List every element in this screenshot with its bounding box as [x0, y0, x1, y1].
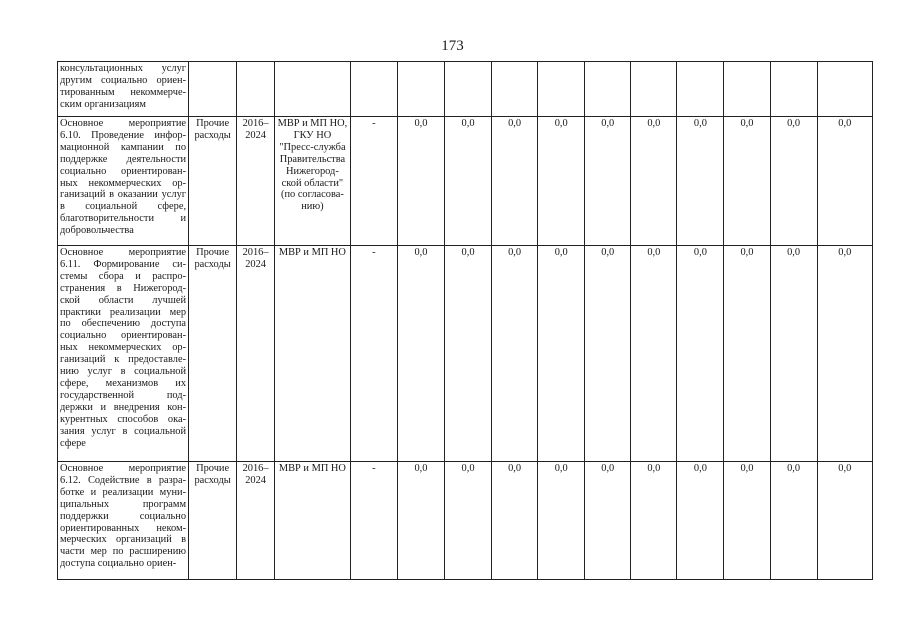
mark-cell	[350, 62, 397, 117]
executor-cell: МВР и МП НО, ГКУ НО "Пресс-служба Правительства Нижегород-ской области" (по согласова-нию)	[275, 117, 351, 246]
value-cell: 0,0	[492, 117, 538, 246]
value-cell: 0,0	[585, 462, 631, 580]
expense-type-cell: Прочие расходы	[189, 246, 237, 462]
activity-description: Основное мероприятие 6.10. Проведение инфор-мационной кампании по поддержке деятельности социально ориентирован-ных некоммерческих ор-ганизаций в оказании услуг в социальной сфере, благотворительности и добровольчества	[58, 117, 189, 246]
activity-description: консультационных услуг другим социально ориен-тированным некоммерче-ским организациям	[58, 62, 189, 117]
value-cell: 0,0	[538, 462, 585, 580]
value-cell	[397, 62, 444, 117]
period-cell: 2016–2024	[237, 462, 275, 580]
value-cell	[817, 62, 872, 117]
expense-type-cell: Прочие расходы	[189, 462, 237, 580]
period-cell: 2016–2024	[237, 246, 275, 462]
value-cell: 0,0	[444, 462, 491, 580]
value-cell: 0,0	[492, 246, 538, 462]
activity-description: Основное мероприятие 6.11. Формирование си-стемы сбора и распро-странения в Нижегород-ской области лучшей практики реализации мер по обеспечению доступа социально ориентирован-ных некоммерческих ор-ганизаций к предоставле-нию услуг в социальной сфере, механизмов их государственной под-держки и внедрения кон-курентных способов ока-зания услуг в социальной сфере	[58, 246, 189, 462]
mark-cell: -	[350, 246, 397, 462]
value-cell: 0,0	[492, 462, 538, 580]
activity-description: Основное мероприятие 6.12. Содействие в разра-ботке и реализации муни-ципальных программ поддержки социально ориентированных неком-мерческих организаций в части мер по расширению доступа социально ориен-	[58, 462, 189, 580]
value-cell: 0,0	[585, 117, 631, 246]
mark-cell: -	[350, 462, 397, 580]
value-cell: 0,0	[770, 246, 817, 462]
value-cell: 0,0	[724, 246, 770, 462]
value-cell: 0,0	[817, 462, 872, 580]
value-cell: 0,0	[724, 462, 770, 580]
value-cell: 0,0	[397, 117, 444, 246]
value-cell: 0,0	[817, 117, 872, 246]
value-cell: 0,0	[397, 462, 444, 580]
value-cell: 0,0	[538, 246, 585, 462]
value-cell	[492, 62, 538, 117]
table-body	[58, 62, 873, 580]
value-cell: 0,0	[631, 117, 677, 246]
value-cell: 0,0	[677, 462, 724, 580]
value-cell	[631, 62, 677, 117]
value-cell: 0,0	[444, 246, 491, 462]
period-cell: 2016–2024	[237, 117, 275, 246]
value-cell: 0,0	[631, 462, 677, 580]
program-table	[57, 61, 873, 580]
value-cell: 0,0	[397, 246, 444, 462]
value-cell: 0,0	[724, 117, 770, 246]
table-row	[58, 62, 873, 117]
value-cell	[770, 62, 817, 117]
value-cell: 0,0	[538, 117, 585, 246]
value-cell: 0,0	[770, 117, 817, 246]
value-cell: 0,0	[677, 117, 724, 246]
table-row	[58, 462, 873, 580]
mark-cell: -	[350, 117, 397, 246]
value-cell	[724, 62, 770, 117]
value-cell: 0,0	[770, 462, 817, 580]
value-cell: 0,0	[631, 246, 677, 462]
value-cell	[538, 62, 585, 117]
value-cell: 0,0	[585, 246, 631, 462]
expense-type-cell: Прочие расходы	[189, 117, 237, 246]
value-cell: 0,0	[817, 246, 872, 462]
value-cell: 0,0	[444, 117, 491, 246]
value-cell	[585, 62, 631, 117]
value-cell	[444, 62, 491, 117]
period-cell	[237, 62, 275, 117]
executor-cell: МВР и МП НО	[275, 462, 351, 580]
table-row	[58, 246, 873, 462]
value-cell	[677, 62, 724, 117]
expense-type-cell	[189, 62, 237, 117]
page-number: 173	[441, 38, 464, 54]
executor-cell: МВР и МП НО	[275, 246, 351, 462]
table-row	[58, 117, 873, 246]
executor-cell	[275, 62, 351, 117]
value-cell: 0,0	[677, 246, 724, 462]
